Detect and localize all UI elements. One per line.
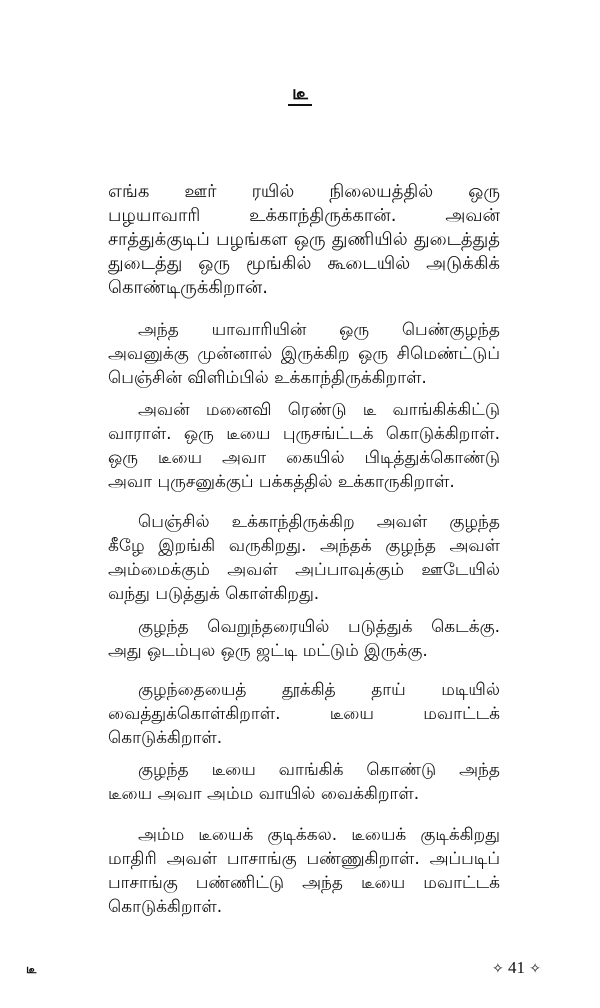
text-line: மாதிரி அவள் பாசாங்கு பண்ணுகிறாள். அப்படிப் [108,849,500,869]
text-line: அவனுக்கு முன்னால் இருக்கிற ஒரு சிமெண்ட்டுப் [108,344,500,364]
text-line: குழந்த டீயை வாங்கிக் கொண்டு அந்த [138,760,500,780]
text-line: எங்க ஊர் ரயில் நிலையத்தில் ஒரு [108,181,500,202]
text-line: அது ஒடம்புல ஒரு ஜட்டி மட்டும் இருக்கு. [108,641,428,661]
paragraph [108,823,500,919]
title-text: டீ [288,80,312,106]
paragraph [108,758,500,806]
ornament-star-icon: ✧ [492,962,504,977]
paragraph [108,678,500,750]
text-line: அந்த யாவாரியின் ஒரு பெண்குழந்த [138,320,500,340]
text-line: பழயாவாரி உக்காந்திருக்கான். அவன் [108,205,500,226]
page-number: 41 [507,958,525,977]
ornament-star-icon: ✧ [529,962,541,977]
text-line: அம்ம டீயைக் குடிக்கல. டீயைக் குடிக்கிறது [138,825,500,845]
text-line: கொடுக்கிறாள். [108,897,223,917]
text-line: கொடுக்கிறாள். [108,728,223,748]
text-line: வந்து படுத்துக் கொள்கிறது. [108,584,320,604]
paragraph [108,615,500,663]
text-line: சாத்துக்குடிப் பழங்கள ஒரு துணியில் துடைத்துத் [108,229,500,250]
text-line: பெஞ்சின் விளிம்பில் உக்காந்திருக்கிறாள். [108,368,427,388]
text-line: வைத்துக்கொள்கிறாள். டீயை மவாட்டக் [108,704,500,724]
paragraph [108,510,500,606]
page-title [0,80,600,107]
footer-running-title: டீ [26,962,37,977]
paragraph [108,318,500,390]
text-line: டீயை அவா அம்ம வாயில் வைக்கிறாள். [108,784,420,804]
text-line: குழந்த வெறுந்தரையில் படுத்துக் கெடக்கு. [138,617,500,637]
paragraph [108,398,500,494]
text-line: அம்மைக்கும் அவள் அப்பாவுக்கும் ஊடேயில் [108,560,500,580]
text-line: பாசாங்கு பண்ணிட்டு அந்த டீயை மவாட்டக் [108,873,500,893]
text-line: ஒரு டீயை அவா கையில் பிடித்துக்கொண்டு [108,448,500,468]
page-number-block [492,958,541,978]
text-line: அவன் மனைவி ரெண்டு டீ வாங்கிக்கிட்டு [138,400,500,420]
text-line: வாராள். ஒரு டீயை புருசங்ட்டக் கொடுக்கிறாள். [108,424,500,444]
text-line: அவா புருசனுக்குப் பக்கத்தில் உக்காருகிறாள். [108,472,455,492]
paragraph [108,180,500,300]
text-line: கொண்டிருக்கிறான். [108,277,268,298]
text-line: பெஞ்சில் உக்காந்திருக்கிற அவள் குழந்த [138,512,500,532]
text-line: கீழே இறங்கி வருகிறது. அந்தக் குழந்த அவள் [108,536,500,556]
text-line: குழந்தையைத் தூக்கித் தாய் மடியில் [138,680,500,700]
text-line: துடைத்து ஒரு மூங்கில் கூடையில் அடுக்கிக் [108,253,500,274]
